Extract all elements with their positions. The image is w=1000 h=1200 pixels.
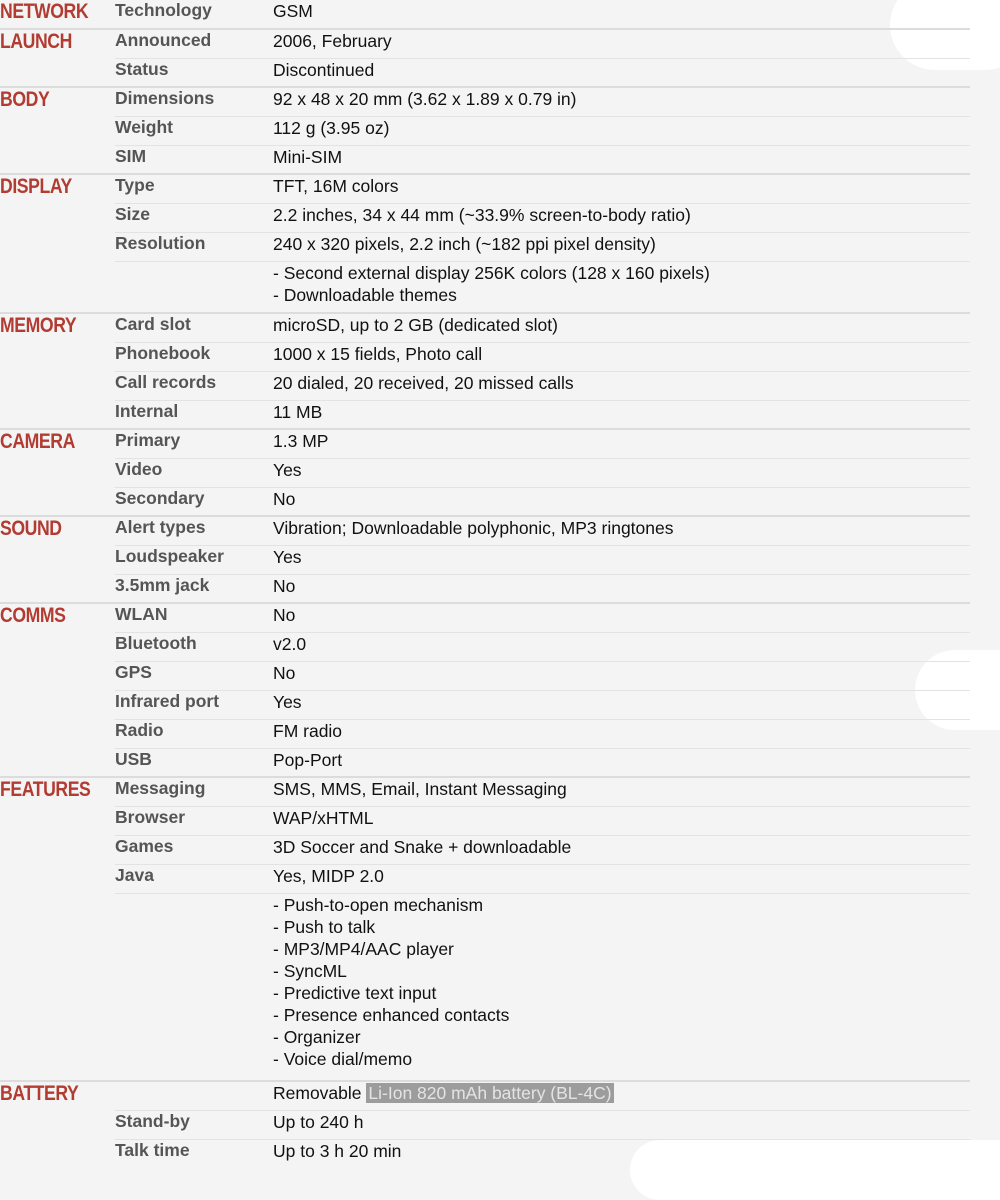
spec-value-text: 1.3 MP [273,431,329,451]
spec-row [0,835,970,864]
spec-row [0,400,970,429]
spec-label-technology: Technology [115,0,212,20]
section-title-network: NETWORK [0,0,89,23]
spec-value-announced [273,29,970,58]
spec-notes [273,261,970,313]
spec-value-wlan [273,603,970,632]
spec-row [0,0,970,29]
spec-value-text: Up to 3 h 20 min [273,1140,402,1161]
spec-row [0,893,970,1081]
spec-label-alert-types: Alert types [115,516,273,545]
section-title-comms: COMMS [0,603,97,777]
spec-value-phonebook [273,342,970,371]
spec-value-text: v2.0 [273,633,307,654]
spec-value-3-5mm-jack [273,574,970,603]
spec-label-secondary: Secondary [115,487,273,516]
spec-label-usb: USB [115,748,273,777]
spec-label-note [115,261,273,313]
spec-value-browser [273,806,970,835]
spec-value-technology [273,0,970,29]
spec-label-video: Video [115,458,273,487]
spec-row [0,545,970,574]
spec-value-resolution [273,232,970,261]
spec-value-text: No [273,662,296,683]
spec-value-text: 11 MB [273,401,323,422]
spec-row [0,1081,970,1110]
spec-value-secondary [273,487,970,516]
spec-note-line: - Second external display 256K colors (128 x 160 pixels) [273,262,710,283]
spec-label-primary: Primary [115,429,273,458]
spec-label-note [115,893,273,1081]
spec-row [0,719,970,748]
section-title-battery: BATTERY [0,1081,97,1168]
spec-label-call-records: Call records [115,371,273,400]
spec-label-sim: SIM [115,145,273,174]
spec-label-dimensions: Dimensions [115,87,273,116]
spec-label-card-slot: Card slot [115,313,273,342]
spec-value-text: microSD, up to 2 GB (dedicated slot) [273,315,558,335]
spec-value-call-records [273,371,970,400]
spec-value-gps [273,661,970,690]
spec-row [0,1110,970,1139]
spec-value-video [273,458,970,487]
spec-row [0,516,970,545]
section-title-display: DISPLAY [0,174,97,313]
section-title-camera: CAMERA [0,429,97,516]
spec-value-infrared-port [273,690,970,719]
spec-value-text: Yes, MIDP 2.0 [273,865,384,886]
spec-row [0,632,970,661]
spec-value-size [273,203,970,232]
spec-label-internal: Internal [115,400,273,429]
spec-label-messaging: Messaging [115,777,273,806]
spec-label-size: Size [115,203,273,232]
spec-value-java [273,864,970,893]
spec-value-text: Yes [273,459,302,480]
spec-value-alert-types [273,516,970,545]
spec-label-type: Type [115,174,273,203]
spec-value-talk-time [273,1139,970,1168]
spec-label-status: Status [115,58,273,87]
spec-label-3-5mm-jack: 3.5mm jack [115,574,273,603]
spec-label-infrared-port: Infrared port [115,690,273,719]
spec-value-text: Up to 240 h [273,1111,364,1132]
spec-note-line: - Voice dial/memo [273,1048,413,1069]
spec-note-line: - Organizer [273,1026,361,1047]
spec-note-line: - SyncML [273,960,347,981]
spec-row [0,313,970,342]
spec-note-line: - Presence enhanced contacts [273,1004,510,1025]
spec-row [0,574,970,603]
spec-row [0,232,970,261]
spec-value-text: Yes [273,546,302,567]
spec-value-text: 2.2 inches, 34 x 44 mm (~33.9% screen-to-body ratio) [273,204,691,225]
spec-label-announced: Announced [115,29,273,58]
spec-value-loudspeaker [273,545,970,574]
section-title-sound: SOUND [0,516,97,603]
spec-value-dimensions [273,87,970,116]
spec-label-resolution: Resolution [115,232,273,261]
spec-row [0,661,970,690]
spec-note-line: - Predictive text input [273,982,437,1003]
spec-value-text: 2006, February [273,31,392,51]
section-title-body: BODY [0,87,97,174]
spec-value-primary [273,429,970,458]
spec-label-java: Java [115,864,273,893]
spec-row [0,87,970,116]
spec-row [0,806,970,835]
spec-value-text: 1000 x 15 fields, Photo call [273,343,483,364]
spec-row [0,690,970,719]
spec-row [0,429,970,458]
spec-value-note [273,1081,970,1110]
spec-value-radio [273,719,970,748]
spec-value-type [273,174,970,203]
spec-value-text: SMS, MMS, Email, Instant Messaging [273,779,567,799]
spec-value-sim [273,145,970,174]
spec-row [0,29,970,58]
spec-note-line: - Push to talk [273,916,376,937]
spec-value-text: Pop-Port [273,749,343,770]
spec-row [0,864,970,893]
spec-row [0,203,970,232]
spec-value-text: Discontinued [273,59,375,80]
spec-value-text: Yes [273,691,302,712]
spec-value-text: Removable [273,1083,362,1103]
spec-label-bluetooth: Bluetooth [115,632,273,661]
spec-value-weight [273,116,970,145]
spec-row [0,116,970,145]
spec-label-talk-time: Talk time [115,1139,273,1168]
spec-label-gps: GPS [115,661,273,690]
spec-value-internal [273,400,970,429]
spec-row [0,174,970,203]
spec-value-text: 20 dialed, 20 received, 20 missed calls [273,372,574,393]
spec-label-phonebook: Phonebook [115,342,273,371]
spec-value-card-slot [273,313,970,342]
spec-label-stand-by: Stand-by [115,1110,273,1139]
section-title-memory: MEMORY [0,313,97,429]
spec-value-text: WAP/xHTML [273,807,374,828]
spec-label-weight: Weight [115,116,273,145]
spec-value-text: TFT, 16M colors [273,176,399,196]
spec-row [0,777,970,806]
spec-row [0,342,970,371]
spec-row [0,603,970,632]
spec-value-text: No [273,575,296,596]
spec-label-browser: Browser [115,806,273,835]
spec-row [0,145,970,174]
spec-value-status [273,58,970,87]
spec-value-text: Vibration; Downloadable polyphonic, MP3 ringtones [273,518,674,538]
spec-value-text: Mini-SIM [273,146,343,167]
spec-label-note [115,1081,273,1110]
spec-value-games [273,835,970,864]
spec-value-text: FM radio [273,720,343,741]
section-title-features: FEATURES [0,777,97,1081]
spec-row [0,487,970,516]
spec-note-line: - MP3/MP4/AAC player [273,938,454,959]
section-title-launch: LAUNCH [0,29,97,87]
spec-value-stand-by [273,1110,970,1139]
spec-label-wlan: WLAN [115,603,273,632]
spec-value-bluetooth [273,632,970,661]
spec-row [0,748,970,777]
spec-value-text: 240 x 320 pixels, 2.2 inch (~182 ppi pixel density) [273,233,656,254]
spec-row [0,1139,970,1168]
spec-value-text: 92 x 48 x 20 mm (3.62 x 1.89 x 0.79 in) [273,89,577,109]
spec-label-games: Games [115,835,273,864]
spec-value-text: GSM [273,1,313,21]
spec-row [0,261,970,313]
spec-row [0,58,970,87]
spec-value-usb [273,748,970,777]
spec-label-radio: Radio [115,719,273,748]
spec-notes [273,893,970,1081]
spec-value-text: 3D Soccer and Snake + downloadable [273,836,572,857]
spec-value-messaging [273,777,970,806]
spec-row [0,371,970,400]
spec-label-loudspeaker: Loudspeaker [115,545,273,574]
spec-value-text: 112 g (3.95 oz) [273,117,390,138]
spec-value-text: No [273,488,296,509]
spec-row [0,458,970,487]
spec-value-text: No [273,605,296,625]
spec-note-line: - Downloadable themes [273,284,457,305]
spec-note-line: - Push-to-open mechanism [273,894,484,915]
selected-text-highlight[interactable]: Li-Ion 820 mAh battery (BL-4C) [368,1083,612,1103]
